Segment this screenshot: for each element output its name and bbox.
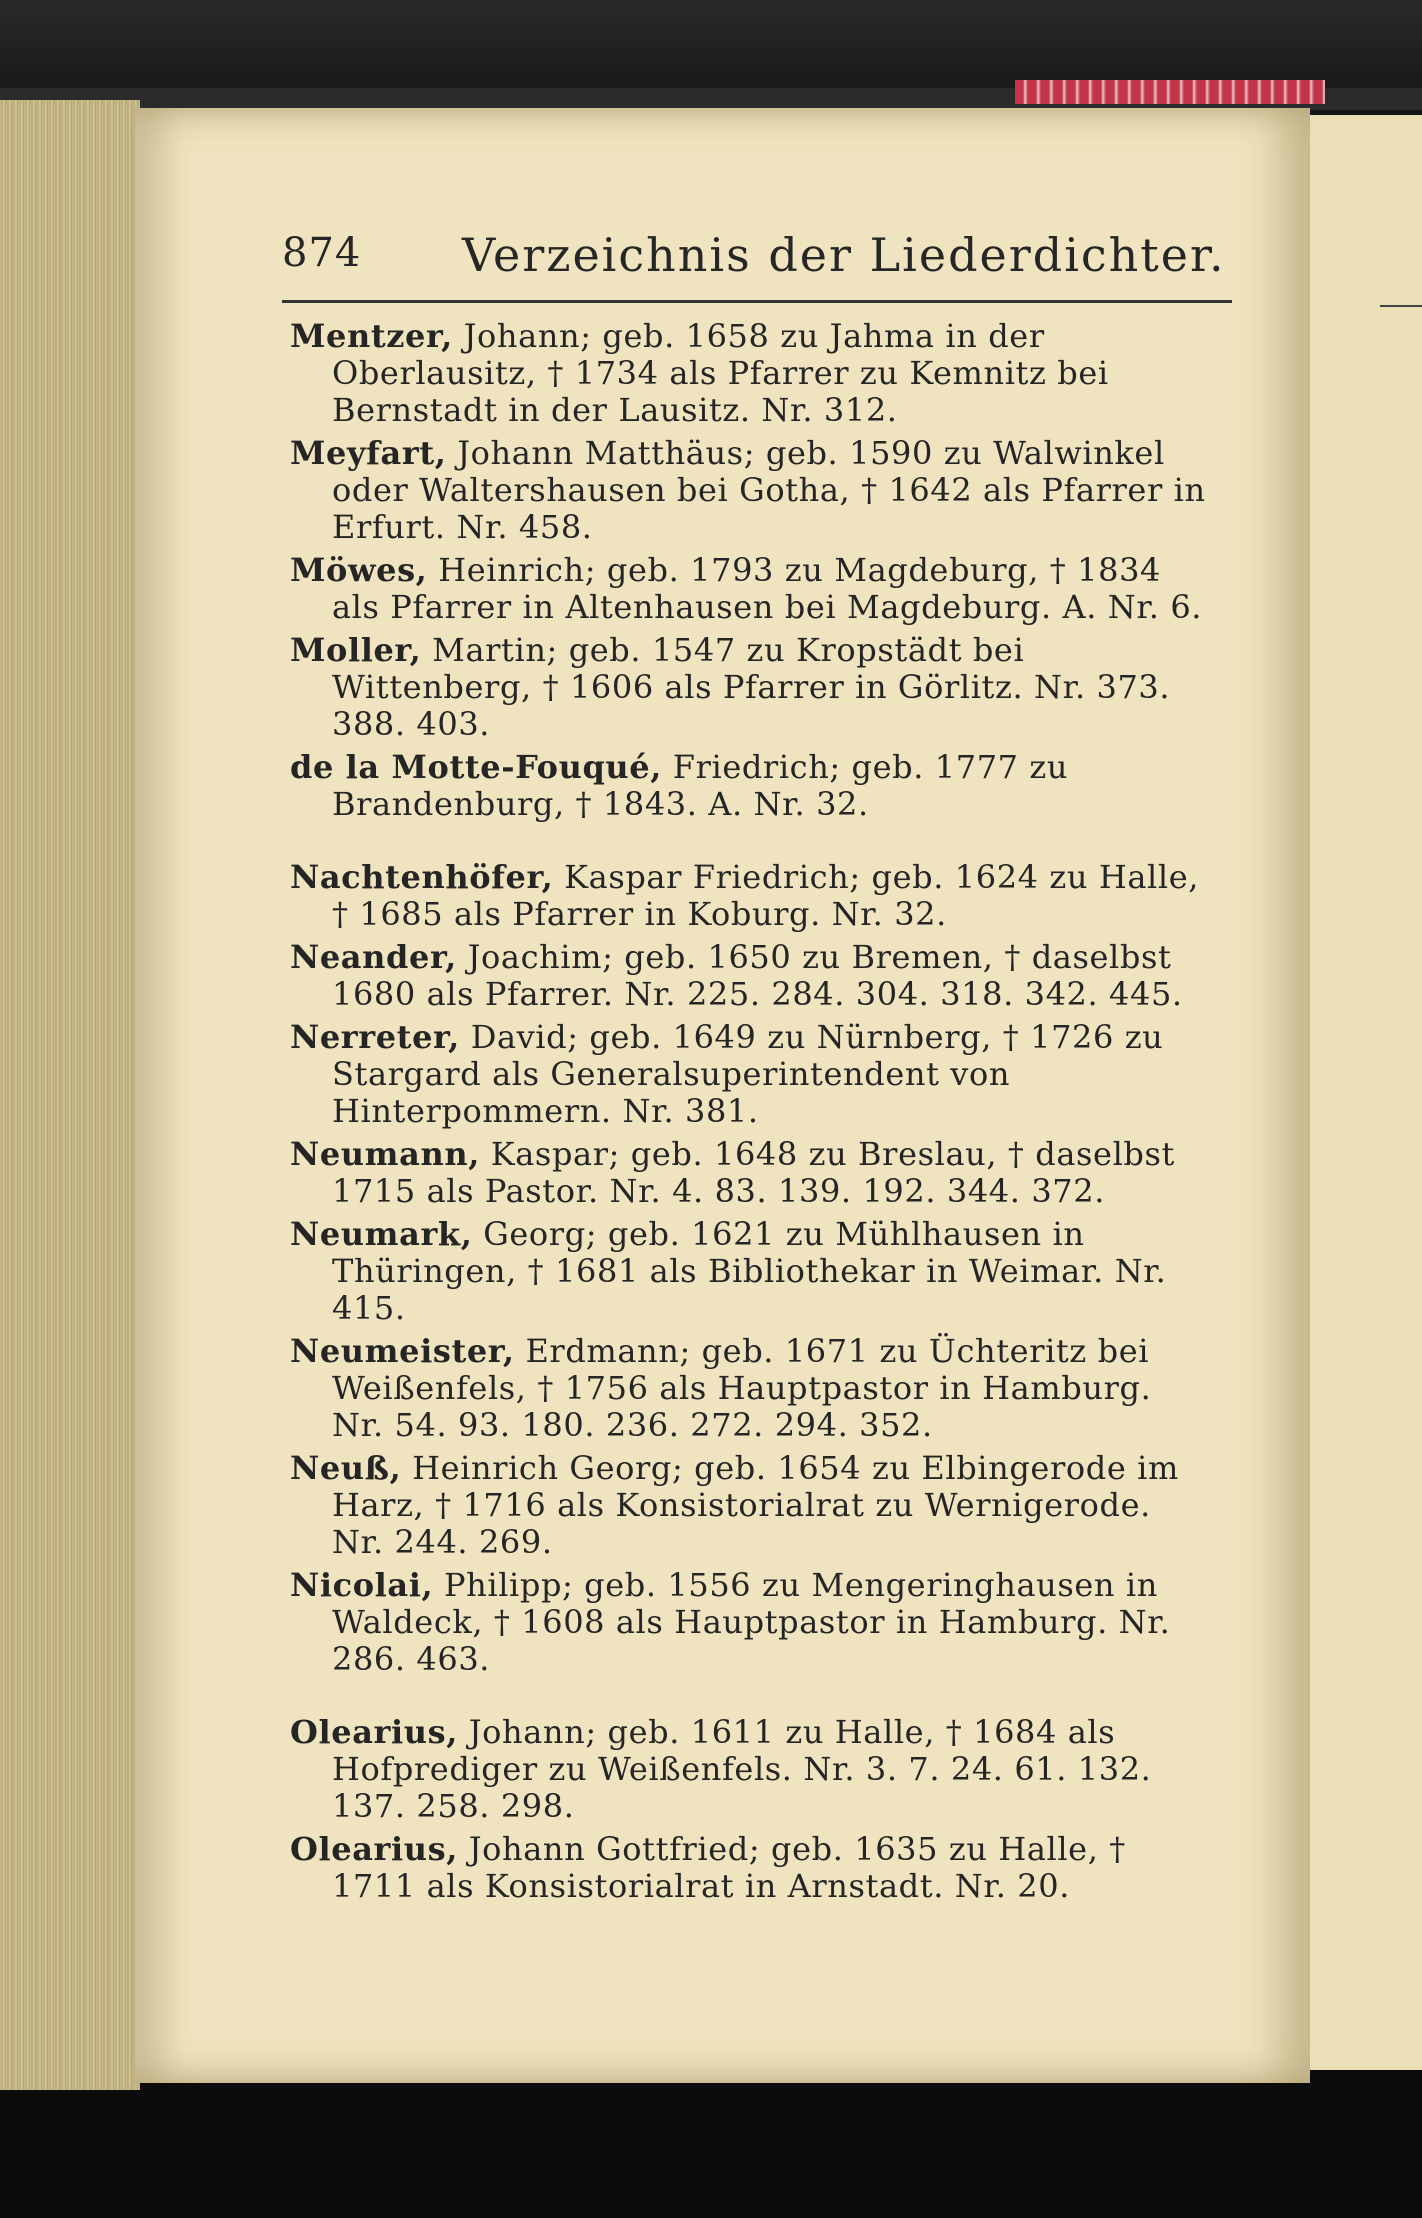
entry-name: Möwes, (290, 551, 428, 589)
entry-text: Philipp; geb. 1556 zu Mengeringhausen in Waldeck, † 1608 als Hauptpastor in Hamburg. Nr. 286. 463. (332, 1566, 1171, 1678)
list-item (290, 1333, 1210, 1444)
entry-text: Kaspar; geb. 1648 zu Breslau, † daselbst 1715 als Pastor. Nr. 4. 83. 139. 192. 344. 372. (332, 1135, 1175, 1210)
list-item (290, 632, 1210, 743)
entry-name: de la Motte-Fouqué, (290, 748, 662, 786)
entry-name: Neander, (290, 938, 457, 976)
entry-name: Moller, (290, 631, 422, 669)
section-divider (290, 1684, 1210, 1714)
entry-text: Kaspar Friedrich; geb. 1624 zu Halle, † 1685 als Pfarrer in Koburg. Nr. 32. (332, 858, 1200, 933)
running-head (282, 220, 1232, 290)
entry-text: Johann; geb. 1611 zu Halle, † 1684 als Hofprediger zu Weißenfels. Nr. 3. 7. 24. 61. 132. 137. 258. 298. (332, 1713, 1152, 1825)
list-item (290, 1450, 1210, 1561)
entry-name: Nerreter, (290, 1018, 460, 1056)
entry-name: Neuß, (290, 1449, 402, 1487)
list-item (290, 435, 1210, 546)
list-item (290, 749, 1210, 823)
page-number: 874 (282, 230, 362, 276)
facing-page (1310, 115, 1422, 2070)
entry-text: Friedrich; geb. 1777 zu Brandenburg, † 1843. A. Nr. 32. (332, 748, 1069, 823)
list-item (290, 318, 1210, 429)
entry-list (290, 318, 1210, 1911)
entry-name: Neumark, (290, 1215, 473, 1253)
list-item (290, 1714, 1210, 1825)
entry-text: Heinrich Georg; geb. 1654 zu Elbingerode im Harz, † 1716 als Konsistorialrat zu Wernigerode. Nr. 244. 269. (332, 1449, 1179, 1561)
section-divider (290, 829, 1210, 859)
entry-text: David; geb. 1649 zu Nürnberg, † 1726 zu Stargard als Generalsuperintendent von Hinterpommern. Nr. 381. (332, 1018, 1164, 1130)
entry-name: Nicolai, (290, 1566, 434, 1604)
entry-text: Erdmann; geb. 1671 zu Üchteritz bei Weißenfels, † 1756 als Hauptpastor in Hamburg. Nr. 54. 93. 180. 236. 272. 294. 352. (332, 1332, 1152, 1444)
list-item (290, 1136, 1210, 1210)
entry-text: Johann Gottfried; geb. 1635 zu Halle, † 1711 als Konsistorialrat in Arnstadt. Nr. 20. (332, 1830, 1126, 1905)
list-item (290, 939, 1210, 1013)
entry-name: Mentzer, (290, 317, 453, 355)
list-item (290, 1216, 1210, 1327)
entry-text: Johann Matthäus; geb. 1590 zu Walwinkel oder Waltershausen bei Gotha, † 1642 als Pfarrer in Erfurt. Nr. 458. (332, 434, 1206, 546)
header-rule (282, 300, 1232, 303)
entry-text: Johann; geb. 1658 zu Jahma in der Oberlausitz, † 1734 als Pfarrer zu Kemnitz bei Bernstadt in der Lausitz. Nr. 312. (332, 317, 1109, 429)
entry-name: Olearius, (290, 1713, 458, 1751)
list-item (290, 1567, 1210, 1678)
entry-text: Joachim; geb. 1650 zu Bremen, † daselbst 1680 als Pfarrer. Nr. 225. 284. 304. 318. 342. 445. (332, 938, 1183, 1013)
entry-text: Heinrich; geb. 1793 zu Magdeburg, † 1834 als Pfarrer in Altenhausen bei Magdeburg. A. Nr. 6. (332, 551, 1203, 626)
list-item (290, 552, 1210, 626)
entry-name: Olearius, (290, 1830, 458, 1868)
entry-text: Georg; geb. 1621 zu Mühlhausen in Thüringen, † 1681 als Bibliothekar in Weimar. Nr. 415. (332, 1215, 1167, 1327)
entry-name: Nachtenhöfer, (290, 858, 554, 896)
entry-name: Meyfart, (290, 434, 447, 472)
entry-name: Neumeister, (290, 1332, 515, 1370)
page-title: Verzeichnis der Liederdichter. (462, 228, 1226, 282)
list-item (290, 1831, 1210, 1905)
entry-text: Martin; geb. 1547 zu Kropstädt bei Wittenberg, † 1606 als Pfarrer in Görlitz. Nr. 373. 388. 403. (332, 631, 1171, 743)
list-item (290, 1019, 1210, 1130)
facing-page-rule (1380, 305, 1422, 307)
entry-name: Neumann, (290, 1135, 480, 1173)
bookmark-ribbon (1015, 80, 1325, 104)
list-item (290, 859, 1210, 933)
page-edges (0, 100, 140, 2090)
